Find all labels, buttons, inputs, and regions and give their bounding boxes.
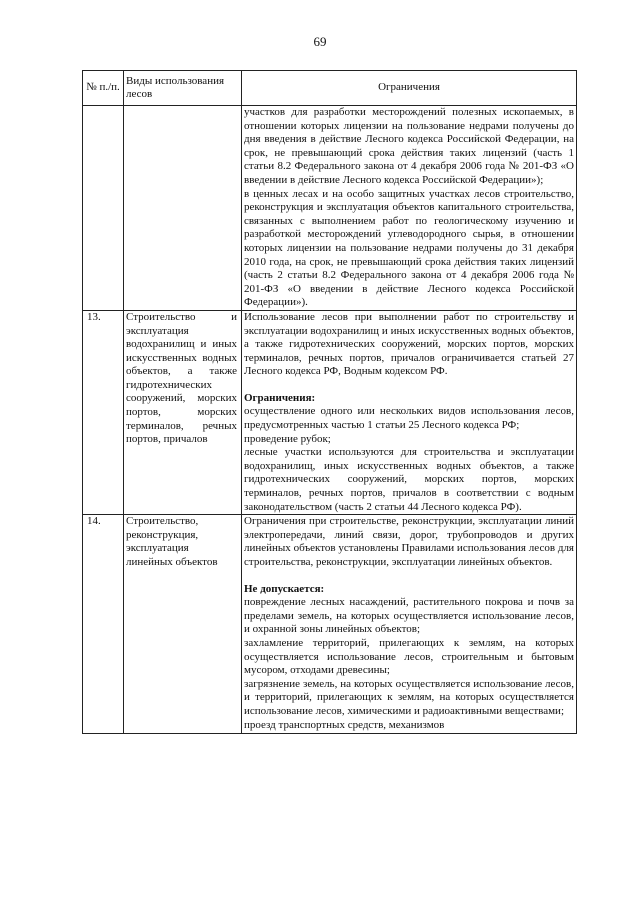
restriction-paragraph: в ценных лесах и на особо защитных участках лесов строительство, реконструкция и эксплуатация объектов капитального строительства, связанных с выполнением работ по геологическому изучению и разработкой месторождений углеводородного сырья, в отношении которых лицензии на пользование недрами получены до 31 декабря 2010 года, на срок, не превышающий срока действия таких лицензий (часть 2 статьи 8.2 Федерального закона от 4 декабря 2006 года № 201-ФЗ «О введении в действие Лесного кодекса Российской Федерации»). (244, 187, 574, 309)
restriction-item: проведение рубок; (244, 432, 331, 445)
cell-usage-kind: Строительство и эксплуатация водохранилищ и иных искусственных водных объектов, а также гидротехнических сооружений, морских портов, морских терминалов, речных портов, причалов (124, 310, 242, 514)
page-number: 69 (313, 34, 327, 49)
cell-usage-kind (124, 106, 242, 311)
restriction-item: повреждение лесных насаждений, растительного покрова и почв за пределами земель, на которых осуществляется использование лесов, и охранной зоны линейных объектов; (244, 596, 574, 636)
restriction-paragraph: участков для разработки месторождений полезных ископаемых, в отношении которых лицензии на пользование недрами получены до дня введения в действие Лесного кодекса Российской Федерации, на срок, не превышающий срока действия таких лицензий (часть 1 статьи 8.2 Федерального закона от 4 декабря 2006 года № 201-ФЗ «О введении в действие Лесного кодекса Российской Федерации»); (244, 106, 574, 186)
restriction-subheading: Ограничения: (244, 391, 316, 404)
restriction-item: захламление территорий, прилегающих к землям, на которых осуществляется использование лесов, строительным и бытовым мусором, отходами древесины; (244, 636, 574, 677)
restrictions-table (82, 70, 577, 734)
header-usage-kind: Виды использования лесов (124, 71, 242, 106)
restriction-subheading: Не допускается: (244, 582, 325, 595)
restriction-item: загрязнение земель, на которых осуществляется использование лесов, и территорий, прилегающих к землям, на которых осуществляется использование лесов, химическими и радиоактивными веществами; (244, 677, 574, 717)
cell-restrictions (242, 310, 577, 514)
cell-number: 14. (83, 515, 124, 733)
restriction-intro: Использование лесов при выполнении работ по строительству и эксплуатации водохранилищ и иных искусственных водных объектов, а также гидротехнических сооружений, морских портов, морских терминалов, речных портов, причалов ограничивается статьей 27 Лесного кодекса РФ, Водным кодексом РФ. (244, 310, 574, 378)
cell-restrictions (242, 106, 577, 311)
cell-usage-kind: Строительство, реконструкция, эксплуатация линейных объектов (124, 515, 242, 733)
cell-number: 13. (83, 310, 124, 514)
table-row-continuation (83, 106, 577, 311)
table-row-14 (83, 515, 577, 733)
restriction-item: лесные участки используются для строительства и эксплуатации водохранилищ, иных искусственных водных объектов, а также гидротехнических сооружений, морских портов, морских терминалов, речных портов, причалов в соответствии с водным законодательством (часть 2 статьи 44 Лесного кодекса РФ). (244, 446, 574, 513)
header-restrictions: Ограничения (242, 71, 577, 106)
cell-number (83, 106, 124, 311)
restriction-intro: Ограничения при строительстве, реконструкции, эксплуатации линий электропередачи, линий связи, дорог, трубопроводов и других линейных объектов установлены Правилами использования лесов для строительства, реконструкции, эксплуатации линейных объектов. (244, 515, 574, 568)
table-header-row (83, 71, 577, 106)
cell-restrictions (242, 515, 577, 733)
restriction-item: осуществление одного или нескольких видов использования лесов, предусмотренных частью 1 статьи 25 Лесного кодекса РФ; (244, 405, 574, 432)
header-number: № п./п. (83, 71, 124, 106)
table-row-13 (83, 310, 577, 514)
restriction-item: проезд транспортных средств, механизмов (244, 718, 445, 731)
